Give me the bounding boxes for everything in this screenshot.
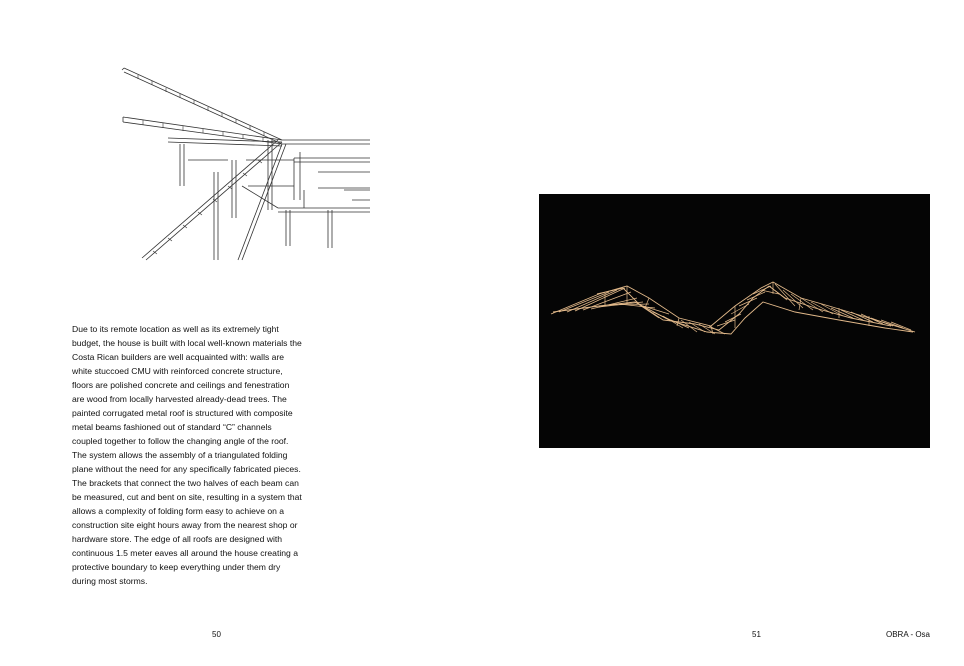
running-head: OBRA - Osa [885,630,930,639]
roof-structure-drawing [118,60,374,265]
page-number-left: 50 [212,630,221,639]
body-paragraph: Due to its remote location as well as its extremely tight budget, the house is built with local well-known materials the Costa Rican builders are well acquainted with: walls are white stuccoed CMU with reinforced concrete structure, floors are polished concrete and ceilings and fenestration are wood from locally harvested already-dead trees. The painted corrugated metal roof is structured with composite metal beams fashioned out of standard “C” channels coupled together to follow the changing angle of the roof. The system allows the assembly of a triangulated folding plane without the need for any specifically fabricated pieces. The brackets that connect the two halves of each beam can be measured, cut and bent on site, resulting in a system that allows a complexity of folding form easy to achieve on a construction site eight hours away from the nearest shop or hardware store. The edge of all roofs are designed with continuous 1.5 meter eaves all around the house creating a protective boundary to keep everything under them dry during most storms. [72,324,302,586]
page-number-right: 51 [752,630,761,639]
roof-model-photo [539,194,930,448]
